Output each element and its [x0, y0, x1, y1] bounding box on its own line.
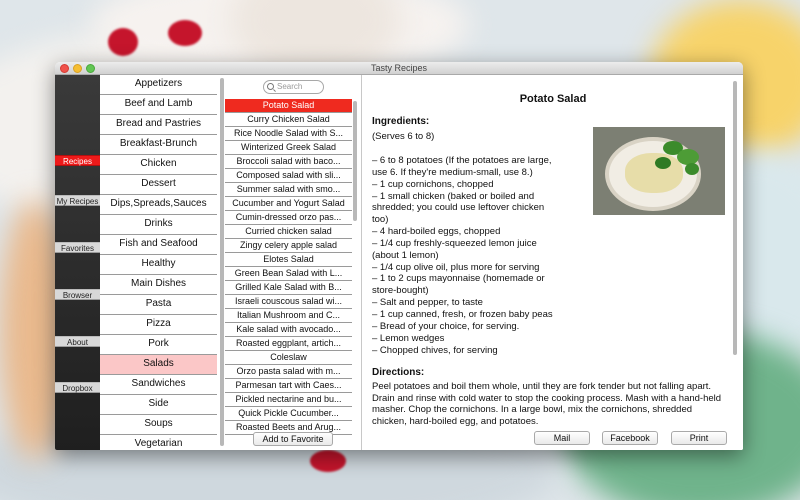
sidebar-tab-dropbox[interactable]: Dropbox — [55, 382, 100, 393]
recipe-photo — [593, 127, 725, 215]
ingredient-line: – Salt and pepper, to taste — [372, 297, 483, 309]
category-item[interactable]: Pork — [100, 335, 217, 355]
category-item[interactable]: Pasta — [100, 295, 217, 315]
detail-scrollbar[interactable] — [733, 81, 737, 355]
ingredient-line: – Chopped chives, for serving — [372, 344, 498, 356]
category-item[interactable]: Vegetarian — [100, 435, 217, 450]
category-item[interactable]: Beef and Lamb — [100, 95, 217, 115]
recipe-item[interactable]: Rice Noodle Salad with S... — [225, 127, 352, 141]
category-item[interactable]: Dessert — [100, 175, 217, 195]
category-item[interactable]: Pizza — [100, 315, 217, 335]
recipe-item[interactable]: Cumin-dressed orzo pas... — [225, 211, 352, 225]
category-item[interactable]: Breakfast-Brunch — [100, 135, 217, 155]
recipe-item[interactable]: Italian Mushroom and C... — [225, 309, 352, 323]
category-item[interactable]: Soups — [100, 415, 217, 435]
sidebar-tab-my-recipes[interactable]: My Recipes — [56, 197, 99, 206]
ingredient-line: shredded; you could use leftover chicken — [372, 202, 545, 214]
ingredient-line: – 1 cup canned, fresh, or frozen baby peas — [372, 308, 553, 320]
sidebar — [55, 75, 100, 450]
ingredient-line: – 1/4 cup freshly-squeezed lemon juice — [372, 237, 537, 249]
recipe-title: Potato Salad — [519, 93, 587, 105]
category-item[interactable]: Sandwiches — [100, 375, 217, 395]
recipe-item-selected[interactable]: Potato Salad — [225, 99, 352, 113]
sidebar-tab-recipes[interactable]: Recipes — [55, 155, 100, 166]
category-item[interactable]: Appetizers — [100, 75, 217, 95]
serves-text: (Serves 6 to 8) — [372, 131, 435, 142]
recipe-item[interactable]: Summer salad with smo... — [225, 183, 352, 197]
category-item[interactable]: Side — [100, 395, 217, 415]
recipe-item[interactable]: Curry Chicken Salad — [225, 113, 352, 127]
recipe-item[interactable]: Curried chicken salad — [225, 225, 352, 239]
ingredients-heading: Ingredients: — [372, 116, 430, 127]
recipe-item[interactable]: Zingy celery apple salad — [225, 239, 352, 253]
ingredient-line: use 6. If they're medium-small, use 8.) — [372, 166, 533, 178]
facebook-button[interactable]: Facebook — [602, 431, 658, 445]
category-item[interactable]: Dips,Spreads,Sauces — [100, 195, 217, 215]
recipe-list — [225, 75, 362, 450]
recipe-scrollbar[interactable] — [353, 101, 357, 221]
recipe-item[interactable]: Roasted Beets and Arug... — [225, 421, 352, 435]
directions-heading: Directions: — [372, 367, 425, 378]
category-item[interactable]: Fish and Seafood — [100, 235, 217, 255]
recipe-item[interactable]: Orzo pasta salad with m... — [225, 365, 352, 379]
title-bar — [55, 62, 743, 75]
recipe-item[interactable]: Cucumber and Yogurt Salad — [225, 197, 352, 211]
recipe-item[interactable]: Parmesan tart with Caes... — [225, 379, 352, 393]
recipe-detail-pane — [363, 75, 743, 450]
ingredient-line: – Lemon wedges — [372, 332, 445, 344]
category-item[interactable]: Chicken — [100, 155, 217, 175]
recipe-item[interactable]: Pickled nectarine and bu... — [225, 393, 352, 407]
ingredient-line: too) — [372, 214, 389, 226]
recipe-item[interactable]: Roasted eggplant, artich... — [225, 337, 352, 351]
recipe-item[interactable]: Green Bean Salad with L... — [225, 267, 352, 281]
ingredients-list — [372, 155, 576, 356]
category-item-selected[interactable]: Salads — [100, 355, 217, 375]
ingredient-line: store-bought) — [372, 285, 429, 297]
mail-button[interactable]: Mail — [534, 431, 590, 445]
ingredient-line: – 6 to 8 potatoes (If the potatoes are large, — [372, 155, 552, 166]
recipe-item[interactable]: Composed salad with sli... — [225, 169, 352, 183]
sidebar-tab-about[interactable]: About — [55, 336, 100, 347]
category-item[interactable]: Main Dishes — [100, 275, 217, 295]
print-button[interactable]: Print — [671, 431, 727, 445]
ingredient-line: – 4 hard-boiled eggs, chopped — [372, 226, 501, 238]
ingredient-line: (about 1 lemon) — [372, 249, 439, 261]
recipe-item[interactable]: Quick Pickle Cucumber... — [225, 407, 352, 421]
sidebar-tab-browser[interactable]: Browser — [55, 289, 100, 300]
ingredient-line: – 1 small chicken (baked or boiled and — [372, 190, 535, 202]
recipe-item[interactable]: Broccoli salad with baco... — [225, 155, 352, 169]
recipe-item[interactable]: Elotes Salad — [225, 253, 352, 267]
search-field[interactable] — [263, 80, 324, 94]
directions-text: Peel potatoes and boil them whole, until they are fork tender but not falling apart. Drain and rinse with cold water to stop the cooking process. Mash with a hand-held masher. Chop the cornichons. In a large bowl, mix the cornichons, shredded chicken, hard-boiled egg, and potatoes. — [372, 381, 722, 427]
search-placeholder: Search — [277, 82, 303, 91]
recipe-item[interactable]: Grilled Kale Salad with B... — [225, 281, 352, 295]
category-item[interactable]: Drinks — [100, 215, 217, 235]
recipe-item[interactable]: Kale salad with avocado... — [225, 323, 352, 337]
recipe-item[interactable]: Winterized Greek Salad — [225, 141, 352, 155]
search-icon — [267, 83, 274, 90]
ingredient-line: – Bread of your choice, for serving. — [372, 320, 520, 332]
category-scrollbar[interactable] — [220, 78, 224, 446]
ingredient-line: – 1/4 cup olive oil, plus more for serving — [372, 261, 540, 273]
ingredient-line: – 1 cup cornichons, chopped — [372, 178, 494, 190]
category-item[interactable]: Healthy — [100, 255, 217, 275]
app-window — [55, 62, 743, 450]
recipe-item[interactable]: Israeli couscous salad wi... — [225, 295, 352, 309]
window-title: Tasty Recipes — [370, 63, 428, 73]
add-to-favorite-button[interactable]: Add to Favorite — [253, 432, 333, 446]
sidebar-tab-favorites[interactable]: Favorites — [55, 242, 100, 253]
category-item[interactable]: Bread and Pastries — [100, 115, 217, 135]
recipe-item[interactable]: Coleslaw — [225, 351, 352, 365]
ingredient-line: – 1 to 2 cups mayonnaise (homemade or — [372, 273, 545, 285]
